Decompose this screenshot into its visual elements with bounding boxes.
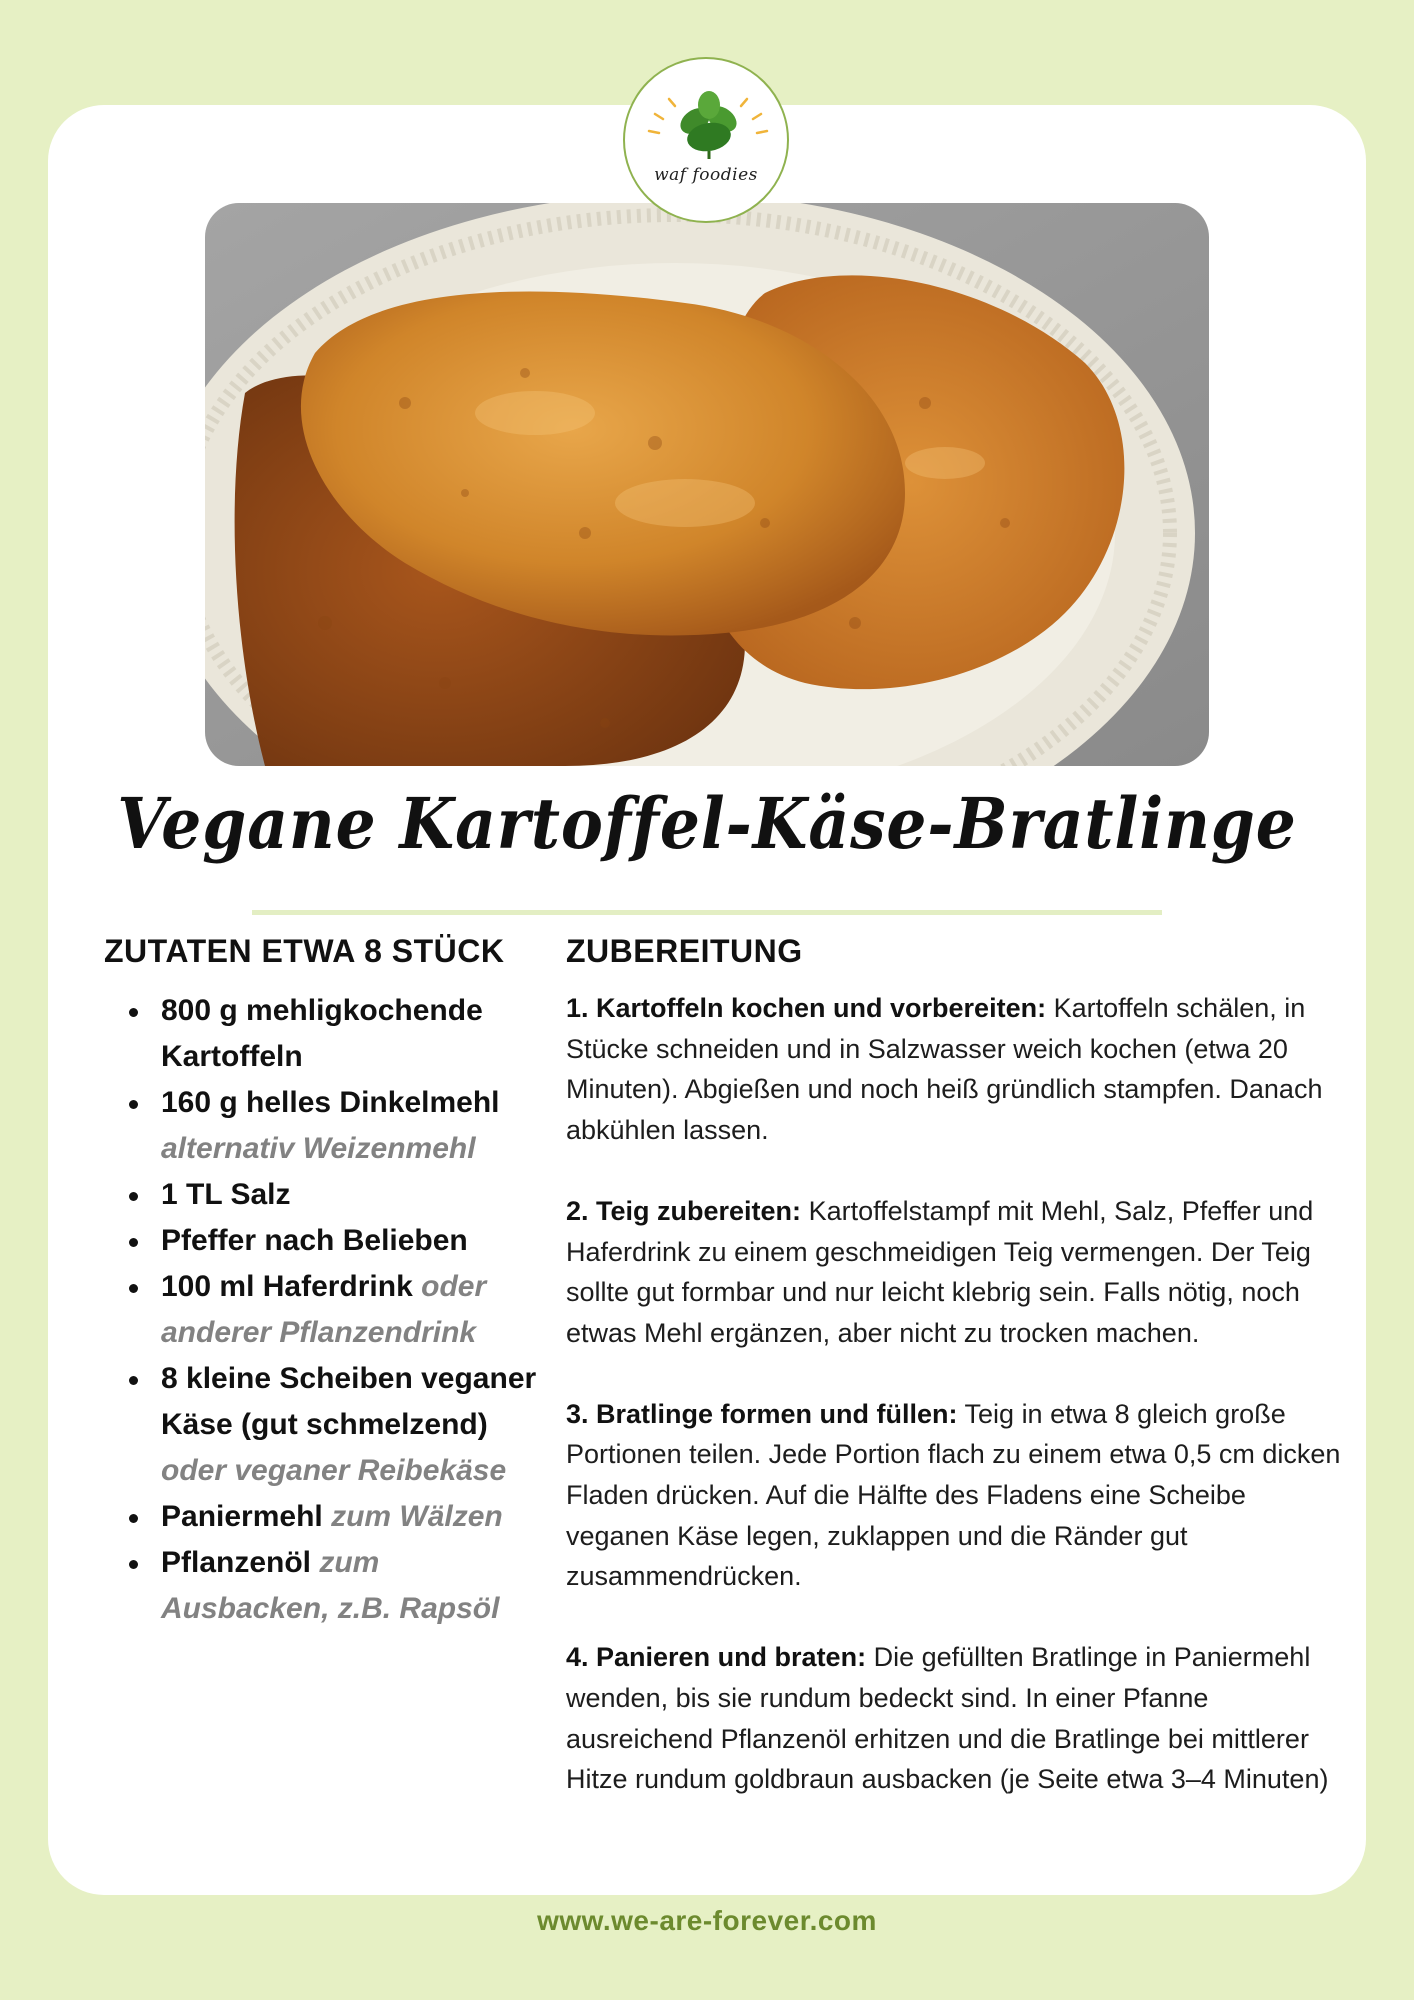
ingredient-main: 800 g mehligkochende Kartoffeln <box>161 994 483 1073</box>
list-item <box>104 1172 554 1218</box>
list-item <box>104 1494 554 1540</box>
ingredient-main: 100 ml Haferdrink <box>161 1270 413 1303</box>
step-title: 1. Kartoffeln kochen und vorbereiten: <box>566 993 1047 1023</box>
step-3 <box>566 1394 1356 1598</box>
preparation-section <box>566 930 1356 1840</box>
list-item <box>104 1356 554 1494</box>
ingredient-main: 160 g helles Dinkelmehl <box>161 1086 500 1119</box>
ingredient-main: 1 TL Salz <box>161 1178 291 1211</box>
list-item <box>104 988 554 1080</box>
brand-logo <box>623 57 789 223</box>
step-4 <box>566 1637 1356 1800</box>
ingredient-note: alternativ Weizenmehl <box>161 1132 476 1165</box>
ingredients-list <box>104 988 554 1632</box>
preparation-heading: ZUBEREITUNG <box>566 933 803 969</box>
step-title: 2. Teig zubereiten: <box>566 1195 802 1226</box>
title-divider <box>252 910 1162 915</box>
ingredient-note: oder anderer Pflanzendrink <box>161 1270 487 1349</box>
ingredient-main: Pflanzenöl <box>161 1546 312 1579</box>
brand-text: waf foodies <box>654 165 758 185</box>
ingredient-note: oder veganer Reibekäse <box>161 1454 507 1487</box>
ingredient-main: 8 kleine Scheiben veganer Käse (gut schmelzend) <box>161 1362 537 1441</box>
step-title: 3. Bratlinge formen und füllen: <box>566 1398 958 1429</box>
list-item <box>104 1080 554 1172</box>
ingredient-main: Paniermehl <box>161 1500 323 1533</box>
step-text: Kartoffelstampf mit Mehl, Salz, Pfeffer und Haferdrink zu einem geschmeidigen Teig vermengen. Der Teig sollte gut formbar und nur leicht klebrig sein. Falls nötig, noch etwas Mehl ergänzen, aber nicht zu trocken machen. <box>566 1195 1314 1348</box>
ingredients-section <box>104 930 554 1632</box>
ingredient-note: zum Ausbacken, z.B. Rapsöl <box>161 1546 500 1625</box>
step-text: Die gefüllten Bratlinge in Paniermehl wenden, bis sie rundum bedeckt sind. In einer Pfanne ausreichend Pflanzenöl erhitzen und die Bratlinge bei mittlerer Hitze rundum goldbraun ausbacken (je Seite etwa 3–4 Minuten) <box>566 1642 1329 1795</box>
ingredient-main: Pfeffer nach Belieben <box>161 1224 468 1257</box>
list-item <box>104 1540 554 1632</box>
website-link[interactable]: www.we-are-forever.com <box>537 1905 877 1936</box>
step-title: 4. Panieren und braten: <box>566 1642 867 1673</box>
step-1 <box>566 988 1356 1151</box>
ingredients-heading: ZUTATEN ETWA 8 STÜCK <box>104 933 505 969</box>
step-text: Teig in etwa 8 gleich große Portionen teilen. Jede Portion flach zu einem etwa 0,5 cm dicken Fladen drücken. Auf die Hälfte des Fladens eine Scheibe veganen Käse legen, zuklappen und die Ränder gut zusammendrücken. <box>566 1398 1341 1592</box>
recipe-photo <box>205 203 1209 766</box>
list-item <box>104 1218 554 1264</box>
recipe-title: Vegane Kartoffel-Käse-Bratlinge <box>117 782 1297 865</box>
step-2 <box>566 1191 1356 1354</box>
step-text: Kartoffeln schälen, in Stücke schneiden und in Salzwasser weich kochen (etwa 20 Minuten). Abgießen und noch heiß gründlich stampfen. Danach abkühlen lassen. <box>566 993 1323 1146</box>
list-item <box>104 1264 554 1356</box>
ingredient-note: zum Wälzen <box>331 1500 503 1533</box>
fried-potato-patties-photo <box>205 203 1209 766</box>
basil-leaf-icon <box>625 59 791 225</box>
